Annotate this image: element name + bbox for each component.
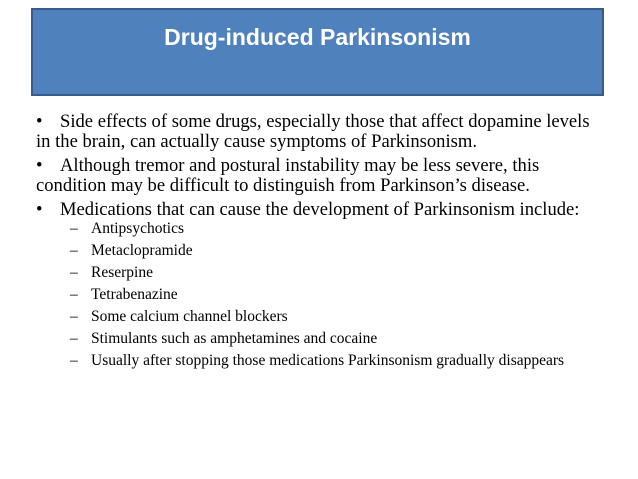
bullet-item — [36, 112, 606, 152]
medication-item — [70, 286, 606, 303]
dash-marker: – — [70, 286, 78, 303]
bullet-marker: • — [36, 155, 43, 176]
medication-text: Reserpine — [91, 264, 153, 281]
bullet-item — [36, 200, 606, 369]
dash-marker: – — [70, 264, 78, 281]
medication-item — [70, 352, 606, 369]
bullet-marker: • — [36, 199, 43, 220]
slide-content — [36, 112, 606, 374]
slide-title-banner — [31, 8, 604, 96]
medication-text: Usually after stopping those medications Parkinsonism gradually disappears — [91, 352, 565, 369]
medication-item — [70, 264, 606, 281]
medication-text: Some calcium channel blockers — [91, 308, 288, 325]
bullet-marker: • — [36, 111, 43, 132]
bullet-item — [36, 156, 606, 196]
medication-item — [70, 330, 606, 347]
dash-marker: – — [70, 308, 78, 325]
bullet-text: Medications that can cause the development of Parkinsonism include: — [60, 199, 580, 220]
medication-item — [70, 220, 606, 237]
slide-title: Drug-induced Parkinsonism — [164, 24, 471, 50]
dash-marker: – — [70, 242, 78, 259]
medication-text: Tetrabenazine — [91, 286, 178, 303]
medication-text: Stimulants such as amphetamines and cocaine — [91, 330, 378, 347]
medication-list — [70, 220, 606, 369]
bullet-text: Although tremor and postural instability may be less severe, this condition may be difficult to distinguish from Parkinson’s disease. — [36, 155, 540, 196]
bullet-text: Side effects of some drugs, especially those that affect dopamine levels in the brain, can actually cause symptoms of Parkinsonism. — [36, 111, 590, 152]
medication-item — [70, 242, 606, 259]
medication-item — [70, 308, 606, 325]
medication-text: Metaclopramide — [91, 242, 193, 259]
dash-marker: – — [70, 330, 78, 347]
dash-marker: – — [70, 220, 78, 237]
dash-marker: – — [70, 352, 78, 369]
medication-text: Antipsychotics — [91, 220, 184, 237]
